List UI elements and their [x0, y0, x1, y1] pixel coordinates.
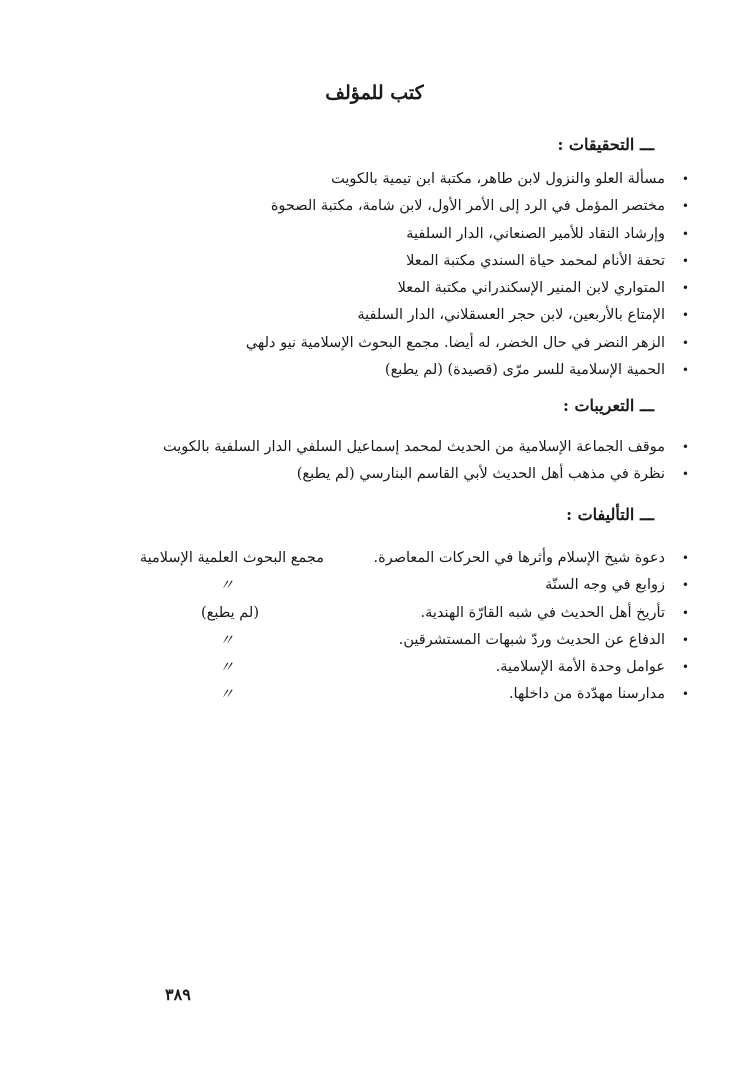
publisher: (لم يطبع) [200, 604, 259, 621]
list-item: • الدفاع عن الحديث وردّ شبهات المستشرقين. 〃 [373, 627, 689, 654]
list-item: • عوامل وحدة الأمة الإسلامية. 〃 [373, 654, 689, 681]
heading-dash: ـــ [639, 396, 654, 415]
page-number: ٣٨٩ [165, 985, 191, 1004]
bullet-icon: • [681, 335, 689, 350]
section-heading-talifat [566, 505, 654, 524]
list-item: • المتواري لابن المنير الإسكندراني مكتبة المعلا [246, 275, 689, 302]
tahqiqat-list [246, 166, 689, 384]
bullet-icon: • [681, 226, 689, 241]
heading-text: التحقيقات : [557, 135, 635, 154]
list-item: • مسألة العلو والنزول لابن طاهر، مكتبة ابن تيمية بالكويت [246, 166, 689, 193]
bullet-icon: • [681, 253, 689, 268]
bullet-icon: • [681, 308, 689, 323]
page-title: كتب للمؤلف [325, 82, 424, 104]
talifat-list [139, 545, 689, 709]
bullet-icon: • [681, 632, 689, 647]
list-item: • الحمية الإسلامية للسر مرّى (قصيدة) (لم يطبع) [246, 357, 689, 384]
bullet-icon: • [681, 687, 689, 702]
list-item: • نظرة في مذهب أهل الحديث لأبي القاسم البنارسي (لم يطبع) [163, 461, 689, 488]
publisher: مجمع البحوث العلمية الإسلامية [139, 550, 324, 566]
heading-text: التأليفات : [566, 505, 635, 524]
ditto-mark: 〃 [218, 658, 234, 677]
list-item: • زوابع في وجه السنّة 〃 [373, 572, 689, 599]
bullet-icon: • [681, 467, 689, 482]
list-item: • الإمتاع بالأربعين، لابن حجر العسقلاني، الدار السلفية [246, 302, 689, 329]
section-heading-tarjamat [563, 396, 654, 415]
list-item: • تأريخ أهل الحديث في شبه القارّة الهندية. (لم يطبع) [373, 600, 689, 627]
bullet-icon: • [681, 281, 689, 296]
ditto-mark: 〃 [218, 630, 234, 649]
heading-dash: ـــ [639, 505, 654, 524]
list-item: • الزهر النضر في حال الخضر، له أيضا. مجمع البحوث الإسلامية نيو دلهي [246, 330, 689, 357]
ditto-mark: 〃 [218, 685, 234, 704]
bullet-icon: • [681, 551, 689, 565]
list-item: • وإرشاد النقاد للأمير الصنعاني، الدار السلفية [246, 221, 689, 248]
tarjamat-list [163, 434, 689, 489]
bullet-icon: • [681, 172, 689, 186]
list-item: • مختصر المؤمل في الرد إلى الأمر الأول، لابن شامة، مكتبة الصحوة [246, 193, 689, 220]
heading-text: التعريبات : [562, 396, 635, 415]
section-heading-tahqiqat [557, 135, 654, 154]
bullet-icon: • [681, 660, 689, 675]
heading-dash: ـــ [639, 135, 654, 154]
list-item: • مدارسنا مهدّدة من داخلها. 〃 [373, 681, 689, 708]
ditto-mark: 〃 [218, 576, 234, 595]
list-item: • دعوة شيخ الإسلام وأثرها في الحركات المعاصرة. مجمع البحوث العلمية الإسلامية [373, 545, 689, 572]
bullet-icon: • [681, 363, 689, 378]
bullet-icon: • [681, 605, 689, 620]
bullet-icon: • [681, 440, 689, 454]
bullet-icon: • [681, 199, 689, 214]
list-item: • موقف الجماعة الإسلامية من الحديث لمحمد إسماعيل السلفي الدار السلفية بالكويت [163, 434, 689, 461]
list-item: • تحفة الأنام لمحمد حياة السندي مكتبة المعلا [246, 248, 689, 275]
bullet-icon: • [681, 578, 689, 593]
